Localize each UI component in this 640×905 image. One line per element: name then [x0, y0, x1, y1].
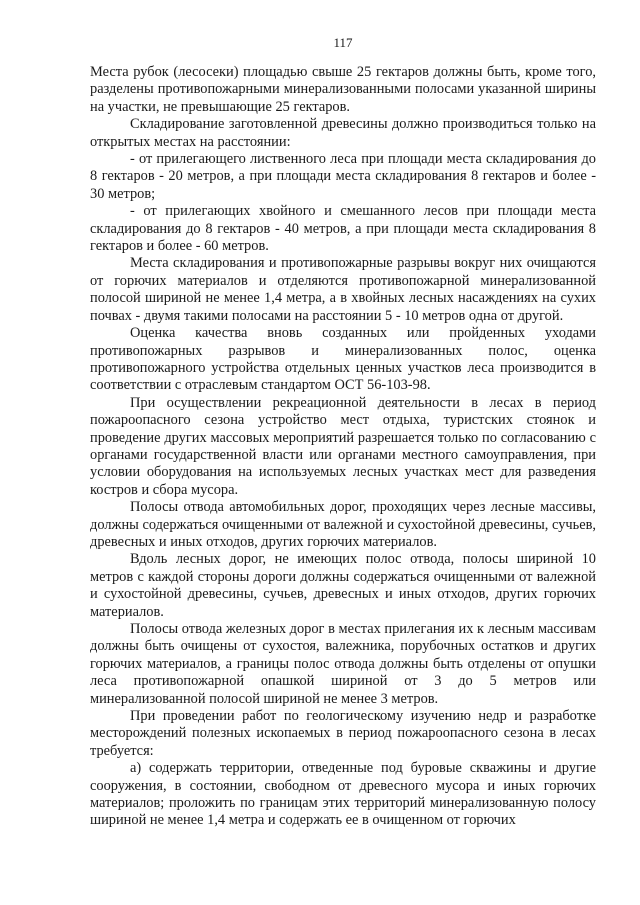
paragraph-quality-assessment: Оценка качества вновь созданных или пройденных уходами противопожарных разрывов и минерализованных полос, оценка противопожарного устройства отдельных ценных участков леса производится в соответствии с отраслевым стандартом ОСТ 56-103-98.: [90, 325, 596, 394]
document-page: [90, 34, 596, 830]
paragraph-geology-works: При проведении работ по геологическому изучению недр и разработке месторождений полезных ископаемых в период пожароопасного сезона в лесах требуется:: [90, 708, 596, 759]
paragraph-conifer-distance: - от прилегающих хвойного и смешанного лесов при площади места складирования до 8 гектаров - 40 метров, а при площади места складирования 8 гектаров и более - 60 метров.: [90, 203, 596, 255]
paragraph-recreation: При осуществлении рекреационной деятельности в лесах в период пожароопасного сезона устройство мест отдыха, туристских стоянок и проведение других массовых мероприятий разрешается только по согласованию с органами государственной власти или органами местного самоуправления, при условии оборудования на используемых лесных участках мест для разведения костров и сбора мусора.: [90, 394, 596, 498]
page-number: 117: [333, 35, 353, 50]
paragraph-deciduous-distance: - от прилегающего лиственного леса при площади места складирования до 8 гектаров - 20 метров, а при площади места складирования 8 гектаров и более - 30 метров;: [90, 151, 596, 202]
paragraph-timber-storage: Складирование заготовленной древесины должно производиться только на открытых местах на расстоянии:: [90, 116, 596, 150]
paragraph-clearcut-areas: Места рубок (лесосеки) площадью свыше 25 гектаров должны быть, кроме того, разделены противопожарными минерализованными полосами указанной ширины на участки, не превышающие 25 гектаров.: [90, 64, 596, 115]
paragraph-road-strips: Полосы отвода автомобильных дорог, проходящих через лесные массивы, должны содержаться очищенными от валежной и сухостойной древесины, сучьев, древесных и иных отходов, других горючих материалов.: [90, 499, 596, 550]
paragraph-item-a: а) содержать территории, отведенные под буровые скважины и другие сооружения, в состоянии, свободном от древесного мусора и иных горючих материалов; проложить по границам этих территорий минерализованную полосу шириной не менее 1,4 метра и содержать ее в очищенном от горючих: [90, 760, 596, 829]
paragraph-storage-clearing: Места складирования и противопожарные разрывы вокруг них очищаются от горючих материалов и отделяются противопожарной минерализованной полосой шириной не менее 1,4 метра, а в хвойных лесных насаждениях на сухих почвах - двумя такими полосами на расстоянии 5 - 10 метров одна от другой.: [90, 255, 596, 324]
paragraph-forest-roads: Вдоль лесных дорог, не имеющих полос отвода, полосы шириной 10 метров с каждой стороны дороги должны содержаться очищенными от валежной и сухостойной древесины, сучьев, древесных и иных отходов, других горючих материалов.: [90, 551, 596, 620]
paragraph-railway-strips: Полосы отвода железных дорог в местах прилегания их к лесным массивам должны быть очищены от сухостоя, валежника, порубочных остатков и других горючих материалов, а границы полос отвода должны быть отделены от опушки леса противопожарной опашкой шириной от 3 до 5 метров или минерализованной полосой шириной не менее 3 метров.: [90, 621, 596, 707]
